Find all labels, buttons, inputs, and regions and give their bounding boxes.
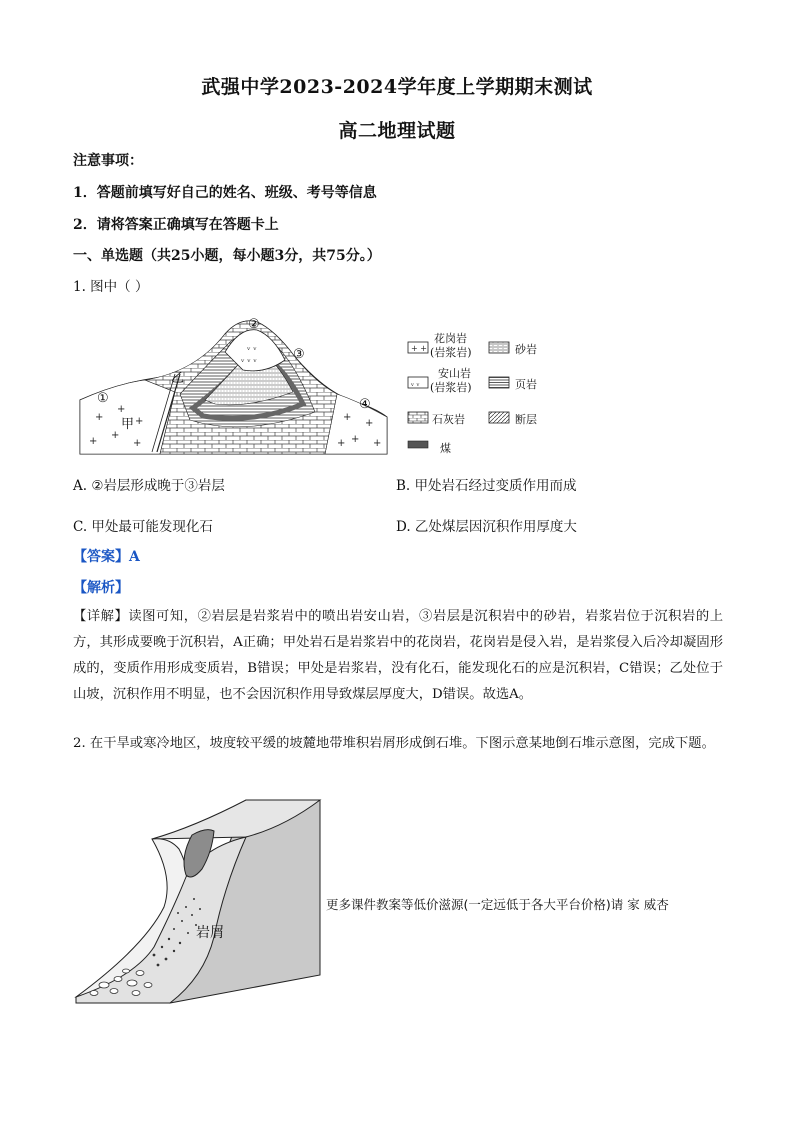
label-jia: 甲 — [121, 417, 135, 432]
page-subtitle: 高二地理试题 — [338, 120, 456, 142]
svg-text:+ +: + + — [411, 344, 427, 353]
q1-option-d: D. 乙处煤层因沉积作用厚度大 — [396, 519, 577, 535]
legend-shale: 页岩 — [515, 378, 537, 391]
q1-analysis-text: 【详解】读图可知，②岩层是岩浆岩中的喷出岩安山岩，③岩层是沉积岩中的砂岩，岩浆岩位于沉积岩的上方，其形成要晚于沉积岩，A正确；甲处岩石是岩浆岩中的花岗岩，花岗岩是侵入岩，是岩浆侵入后冷却凝固形成的，变质作用形成变质岩，B错误；甲处是岩浆岩，没有化石，能发现化石的应是沉积岩，C错误；乙处位于山坡，沉积作用不明显，也不会因沉积作用导致煤层厚度大，D错误。故选A。 — [73, 609, 723, 702]
marker-1: ① — [97, 391, 109, 406]
legend-limestone: 石灰岩 — [432, 413, 465, 426]
notice-item-2: 2．请将答案正确填写在答题卡上 — [73, 217, 279, 233]
legend-andesite: 安山岩 — [438, 367, 471, 380]
legend-coal: 煤 — [440, 442, 451, 455]
shale-swatch-icon — [489, 377, 509, 388]
notice-heading: 注意事项： — [73, 153, 143, 169]
q1-stem: 1. 图中（ ） — [73, 279, 149, 295]
svg-text:ᵥ ᵥ ᵥ: ᵥ ᵥ ᵥ — [241, 355, 257, 365]
svg-text:+: + — [373, 438, 382, 449]
q1-analysis-label: 【解析】 — [73, 580, 129, 596]
q1-option-b: B. 甲处岩石经过变质作用而成 — [396, 478, 577, 494]
svg-text:+: + — [351, 434, 360, 445]
svg-text:+: + — [337, 438, 346, 449]
legend-granite: 花岗岩 — [434, 332, 467, 345]
svg-text:+: + — [365, 418, 374, 429]
section-heading: 一、单选题（共25小题，每小题3分，共75分。） — [73, 248, 381, 264]
svg-text:ᵥ ᵥ: ᵥ ᵥ — [411, 379, 420, 388]
limestone-swatch-icon — [408, 412, 428, 423]
page-title: 武强中学2023-2024学年度上学期期末测试 — [201, 76, 593, 98]
coal-swatch-icon — [408, 441, 428, 448]
legend-fault: 断层 — [515, 413, 537, 426]
ad-text: 更多课件教案等低价滋源(一定远低于各大平台价格)请 家 威杏 — [326, 897, 669, 912]
legend-andesite-sub: (岩浆岩) — [430, 381, 472, 394]
svg-text:+: + — [343, 412, 352, 423]
label-yi: 乙 — [171, 371, 185, 386]
svg-text:+: + — [95, 412, 104, 423]
talus-label: 岩屑 — [196, 925, 224, 941]
q1-option-a: A. ②岩层形成晚于③岩层 — [73, 478, 225, 494]
marker-3: ③ — [293, 347, 305, 362]
q1-answer: 【答案】A — [73, 549, 140, 565]
svg-text:+: + — [135, 416, 144, 427]
legend-sandstone: 砂岩 — [515, 343, 537, 356]
svg-text:+: + — [117, 404, 126, 415]
geologic-section-figure — [75, 312, 395, 460]
q2-stem: 2. 在干旱或寒冷地区，坡度较平缓的坡麓地带堆积岩屑形成倒石堆。下图示意某地倒石堆示意图，完成下题。 — [73, 736, 715, 751]
sandstone-swatch-icon — [489, 342, 509, 353]
talus-cone-figure — [74, 797, 324, 1005]
svg-text:+: + — [89, 436, 98, 447]
svg-text:ᵥ ᵥ: ᵥ ᵥ — [247, 343, 257, 353]
notice-item-1: 1．答题前填写好自己的姓名、班级、考号等信息 — [73, 185, 377, 201]
fault-swatch-icon — [489, 412, 509, 423]
marker-4: ④ — [359, 397, 371, 412]
svg-text:+: + — [111, 430, 120, 441]
q1-option-c: C. 甲处最可能发现化石 — [73, 519, 213, 535]
legend-granite-sub: (岩浆岩) — [430, 346, 472, 359]
svg-text:+: + — [133, 438, 142, 449]
marker-2: ② — [248, 317, 260, 332]
